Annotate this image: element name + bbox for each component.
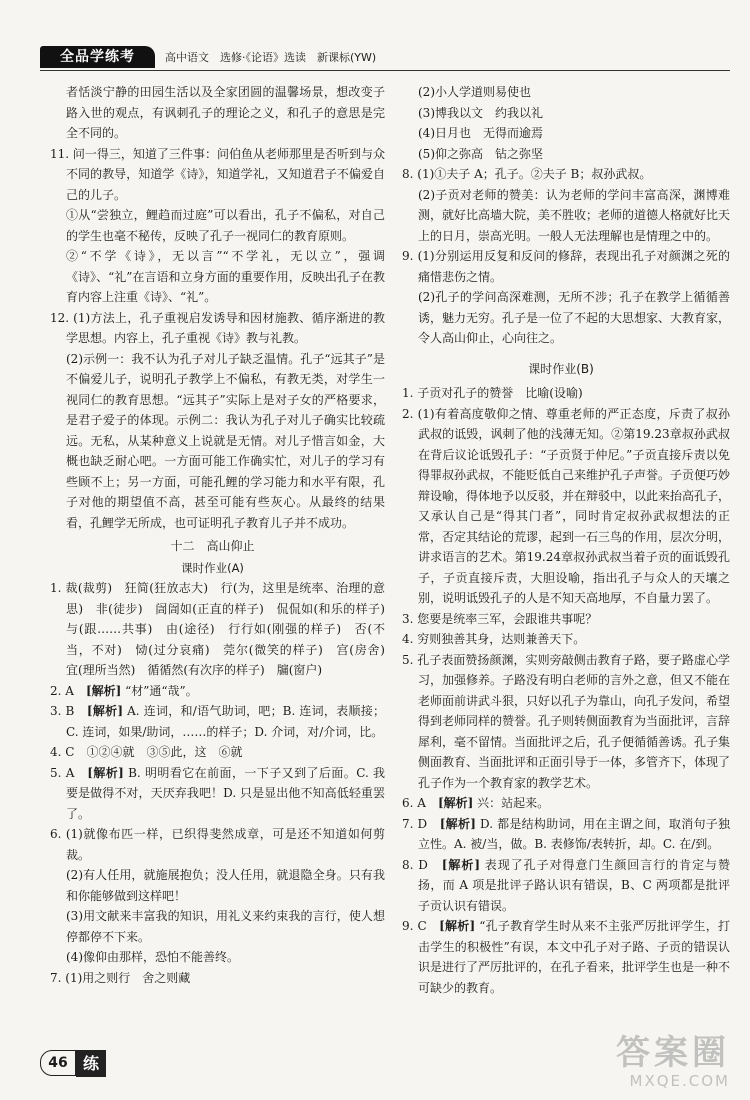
answer-paragraph: 2. (1)有着高度敬仰之情、尊重老师的严正态度，斥责了叔孙武叔的诋毁，讽刺了他的浅薄无知。②第19.23章叔孙武叔在背后议论诋毁孔子：“子贡贤于仲尼。”子贡直接斥责以免得罪叔孙武叔，不能贬低自己来维护孔子声誉。子贡便巧妙辩设喻，得体地予以反驳，并在辩驳中，以此来抬高孔子，又承认自己是“得其门者”，同时肯定叔孙武叔想法的正常，否定其结论的荒谬，起到一石三鸟的作用，层次分明，讲求语言的艺术。第19.24章叔孙武叔当着子贡的面诋毁孔子，子贡直接斥责，大胆设喻，指出孔子与众人的天壤之别，说明诋毁孔子的人是不知天高地厚，不自量力罢了。 (402, 406, 731, 605)
answer-paragraph: 9. (1)分别运用反复和反问的修辞，表现出孔子对颜渊之死的痛惜悲伤之情。 (402, 249, 730, 284)
left-column (40, 82, 398, 988)
answer-paragraph: 1. 裁(裁剪) 狂简(狂放志大) 行(为，这里是统率、治理的意思) 非(徒步) 訚訚如(正直的样子) 侃侃如(和乐的样子) 与(跟……共事) 由(途径) 行行如(刚强的样子) 否(不当，不对) 恸(过分哀痛) 莞尔(微笑的样子) 宫(房舍) 宜(理所当然) 循循然(有次序的样子) 牖(窗户) (50, 581, 398, 677)
answer-paragraph: 3. B [解析] A. 连词，和/语气助词，吧；B. 连词，表顺接；C. 连词，如果/助词，……的样子；D. 介词，对/介词，比。 (50, 704, 385, 739)
section-title: 十二 高山仰止 (170, 539, 255, 553)
answer-paragraph: ②“不学《诗》，无以言”“不学礼，无以立”，强调《诗》、“礼”在言语和立身方面的重要作用，反映出孔子在教育内容上注重《诗》、“礼”。 (66, 249, 385, 304)
right-column (392, 82, 730, 998)
answer-paragraph: 8. D [解析] 表现了孔子对得意门生颜回言行的肯定与赞扬，而 A 项是批评子路认识有错误，B、C 两项都是批评子贡认识有错误。 (402, 857, 730, 913)
answer-paragraph: (2)小人学道则易使也 (418, 85, 531, 99)
watermark (616, 1034, 730, 1090)
answer-paragraph: 者恬淡宁静的田园生活以及全家团圆的温馨场景，想改变子路入世的观点，有讽刺孔子的理论之义，和孔子的意思是完全不同的。 (66, 85, 385, 140)
page-number: 46 (40, 1050, 76, 1076)
answer-paragraph: 2. A [解析] “材”通“哉”。 (50, 683, 198, 698)
practice-label: 练 (76, 1050, 106, 1077)
answer-paragraph: 7. D [解析] D. 都是结构助词，用在主谓之间，取消句子独立性。A. 被/当，做。B. 表修饰/表转折，却。C. 在/到。 (402, 816, 731, 851)
brand-logo: 全品学练考 (40, 46, 155, 68)
answer-paragraph: (5)仰之弥高 钻之弥坚 (418, 146, 543, 161)
answer-paragraph: 6. (1)就像布匹一样，已织得斐然成章，可是还不知道如何剪裁。 (50, 827, 385, 862)
homework-heading: 课时作业(A) (181, 560, 244, 575)
answer-paragraph: (4)像仰由那样，恐怕不能善终。 (66, 950, 239, 964)
answer-paragraph: ①从“尝独立，鲤趋而过庭”可以看出，孔子不偏私，对自己的学生也毫不秘传，反映了孔子一视同仁的教育原则。 (66, 208, 385, 243)
answer-paragraph: 4. 穷则独善其身，达则兼善天下。 (402, 632, 586, 646)
answer-paragraph: 3. 您要是统率三军，会跟谁共事呢？ (402, 611, 598, 626)
answer-paragraph: 8. (1)①夫子 A；孔子。②夫子 B；叔孙武叔。 (402, 167, 652, 181)
answer-paragraph: 12. (1)方法上，孔子重视启发诱导和因材施教、循序渐进的教学思想。内容上，孔子重视《诗》教与礼教。 (50, 310, 385, 345)
answer-paragraph: (2)示例一：我不认为孔子对儿子缺乏温情。孔子“远其子”是不偏爱儿子，说明孔子教学上不偏私，有教无类，对学生一视同仁的教育思想。“远其子”实际上是对子女的严格要求，是君子爱子的体现。示例二：我认为孔子对儿子确实比较疏远。无私，从某种意义上说就是无情。对儿子惜言如金，大概也缺乏耐心吧。一方面可能工作确实忙，对儿子的学习有些顾不上；另一方面，可能孔鲤的学习能力和水平有限，孔子对他的期望值不高，甚至可能有些灰心。从最终的结果看，孔鲤学无所成，也可证明孔子教育儿子并不成功。 (66, 351, 385, 530)
answer-paragraph: 4. C ①②④就 ③⑤此，这 ⑥就 (50, 745, 243, 759)
homework-heading: 课时作业(B) (528, 361, 594, 376)
answer-paragraph: 7. (1)用之则行 舍之则藏 (50, 970, 191, 985)
answer-paragraph: 5. 孔子表面赞扬颜渊，实则旁敲侧击教育子路，要子路虚心学习，加强修养。子路没有明白老师的言外之意，但又不能在老师面前讲武斗狠，只好以孔子为靠山，向孔子发问，希望得到老师同样的赞誉。孔子则转侧面教育为当面批评，言辞犀利，毫不留情。当面批评之后，孔子便循循善诱。孔子集侧面教育、当面批评和正面引导于一体，多管齐下，体现了孔子作为一个教育家的教学艺术。 (402, 652, 731, 790)
answer-paragraph: 9. C [解析] “孔子教育学生时从来不主张严厉批评学生，打击学生的积极性”有误，本文中孔子对子路、子贡的错误认识是进行了严厉批评的，在孔子看来，批评学生也是一种不可缺少的教育。 (402, 919, 731, 995)
page-header (40, 46, 730, 71)
answer-paragraph: 5. A [解析] B. 明明看它在前面，一下子又到了后面。C. 我要是做得不对，天厌弃我吧！D. 只是显出他不知高低轻重罢了。 (50, 765, 386, 821)
answer-paragraph: (2)子贡对老师的赞美：认为老师的学问丰富高深，渊博难测，就好比高墙大院，美不胜收；老师的道德人格就好比天上的日月，崇高光明。一般人无法理解也是情理之中的。 (418, 187, 731, 243)
answer-paragraph: 1. 子贡对孔子的赞誉 比喻(设喻) (402, 386, 583, 400)
book-subtitle: 高中语文 选修·《论语》选读 新课标(YW) (165, 51, 377, 64)
answer-paragraph: (3)用文献来丰富我的知识，用礼义来约束我的言行，使人想停都停不下来。 (66, 909, 385, 944)
answer-paragraph: 6. A [解析] 兴：站起来。 (402, 796, 550, 810)
answer-paragraph: 11. 问一得三，知道了三件事：问伯鱼从老师那里是否听到与众不同的教导，知道学《诗》，知道学礼，又知道君子不偏爱自己的儿子。 (50, 146, 385, 202)
answer-paragraph: (3)博我以文 约我以礼 (418, 105, 543, 120)
watermark-url: MXQE.COM (629, 1072, 730, 1090)
answer-paragraph: (2)有人任用，就施展抱负；没人任用，就退隐全身。只有我和你能够做到这样吧！ (66, 868, 385, 903)
answer-paragraph: (4)日月也 无得而逾焉 (418, 126, 543, 140)
watermark-title: 答案圈 (616, 1033, 730, 1073)
answer-paragraph: (2)孔子的学问高深难测，无所不涉；孔子在教学上循循善诱，魅力无穷。孔子是一位了不起的大思想家、大教育家，令人高山仰止，心向往之。 (418, 290, 731, 345)
